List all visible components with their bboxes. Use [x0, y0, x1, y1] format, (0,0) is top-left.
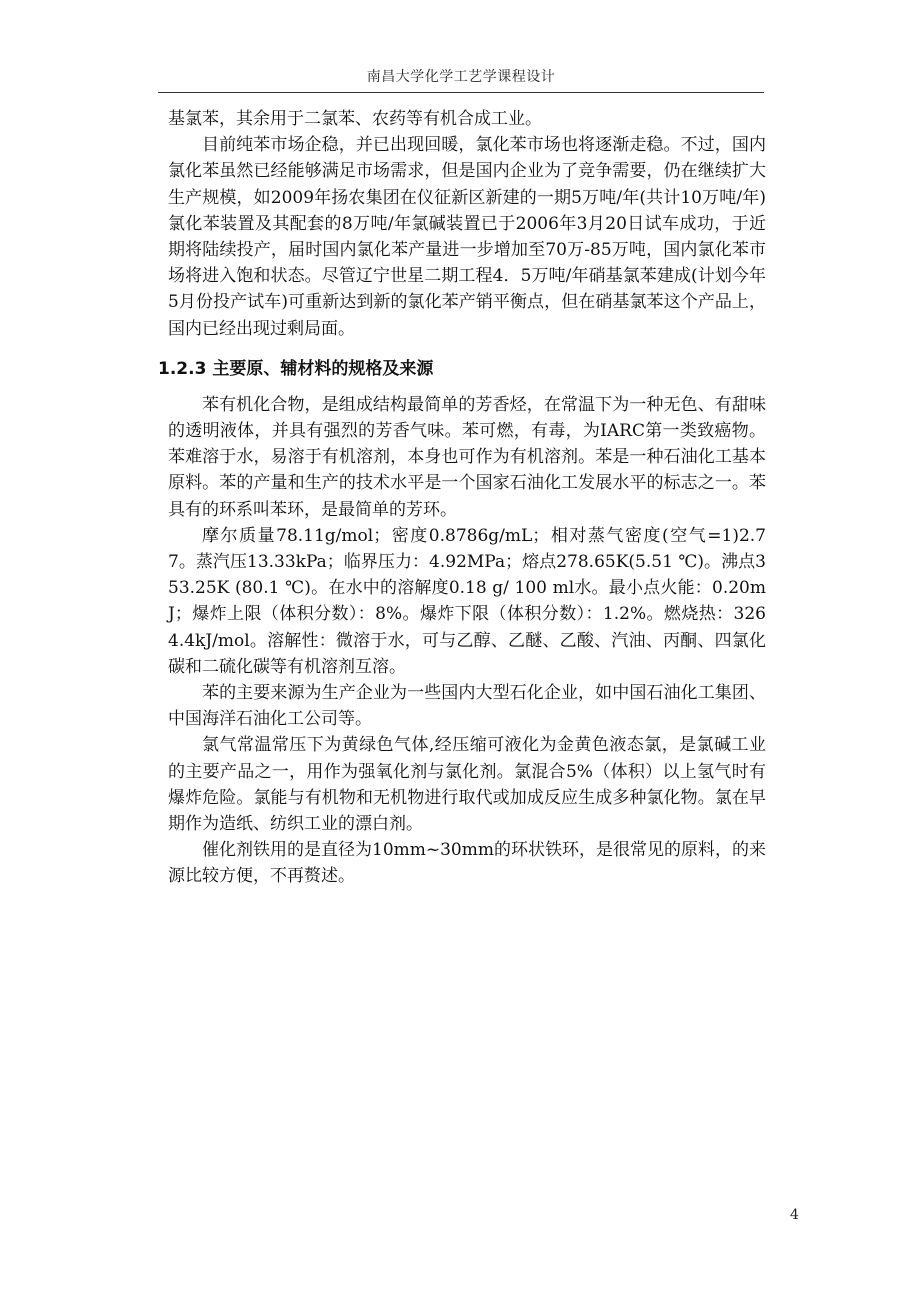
page-header: 南昌大学化学工艺学课程设计: [366, 69, 556, 85]
paragraph-benzene-intro: 苯有机化合物，是组成结构最简单的芳香烃，在常温下为一种无色、有甜味的透明液体，并具有强烈的芳香气味。苯可燃，有毒，为IARC第一类致癌物。苯难溶于水，易溶于有机溶剂，本身也可作为有机溶剂。苯是一种石油化工基本原料。苯的产量和生产的技术水平是一个国家石油化工发展水平的标志之一。苯具有的环系叫苯环，是最简单的芳环。: [168, 394, 766, 520]
paragraph-market: 目前纯苯市场企稳，并已出现回暖，氯化苯市场也将逐渐走稳。不过，国内氯化苯虽然已经能够满足市场需求，但是国内企业为了竞争需要，仍在继续扩大生产规模，如2009年扬农集团在仪征新区新建的一期5万吨/年(共计10万吨/年)氯化苯装置及其配套的8万吨/年氯碱装置已于2006年3月20日试车成功，于近期将陆续投产，届时国内氯化苯产量进一步增加至70万-85万吨，国内氯化苯市场将进入饱和状态。尽管辽宁世星二期工程4．5万吨/年硝基氯苯建成(计划今年5月份投产试车)可重新达到新的氯化苯产销平衡点，但在硝基氯苯这个产品上，国内已经出现过剩局面。: [168, 135, 766, 339]
paragraph-benzene-properties: 摩尔质量78.11g/mol；密度0.8786g/mL；相对蒸气密度(空气=1)2.77。蒸汽压13.33kPa；临界压力：4.92MPa；熔点278.65K(5.51 ℃)。沸点353.25K (80.1 ℃)。在水中的溶解度0.18 g/ 100 ml水。最小点火能：0.20mJ；爆炸上限（体积分数）：8%。爆炸下限（体积分数）：1.2%。燃烧热：3264.4kJ/mol。溶解性：微溶于水，可与乙醇、乙醚、乙酸、汽油、丙酮、四氯化碳和二硫化碳等有机溶剂互溶。: [168, 525, 766, 677]
section-heading: 1.2.3 主要原、辅材料的规格及来源: [158, 358, 434, 379]
page-number: 4: [790, 1207, 799, 1223]
paragraph-continuation: 基氯苯，其余用于二氯苯、农药等有机合成工业。: [168, 109, 542, 129]
page-body: [158, 106, 766, 890]
paragraph-catalyst: 催化剂铁用的是直径为10mm~30mm的环状铁环，是很常见的原料，的来源比较方便，不再赘述。: [168, 840, 766, 887]
paragraph-benzene-source: 苯的主要来源为生产企业为一些国内大型石化企业，如中国石油化工集团、中国海洋石油化工公司等。: [168, 683, 766, 730]
header-divider: [158, 92, 764, 93]
paragraph-chlorine: 氯气常温常压下为黄绿色气体,经压缩可液化为金黄色液态氯，是氯碱工业的主要产品之一，用作为强氧化剂与氯化剂。氯混合5%（体积）以上氢气时有爆炸危险。氯能与有机物和无机物进行取代或加成反应生成多种氯化物。氯在早期作为造纸、纺织工业的漂白剂。: [168, 735, 766, 835]
